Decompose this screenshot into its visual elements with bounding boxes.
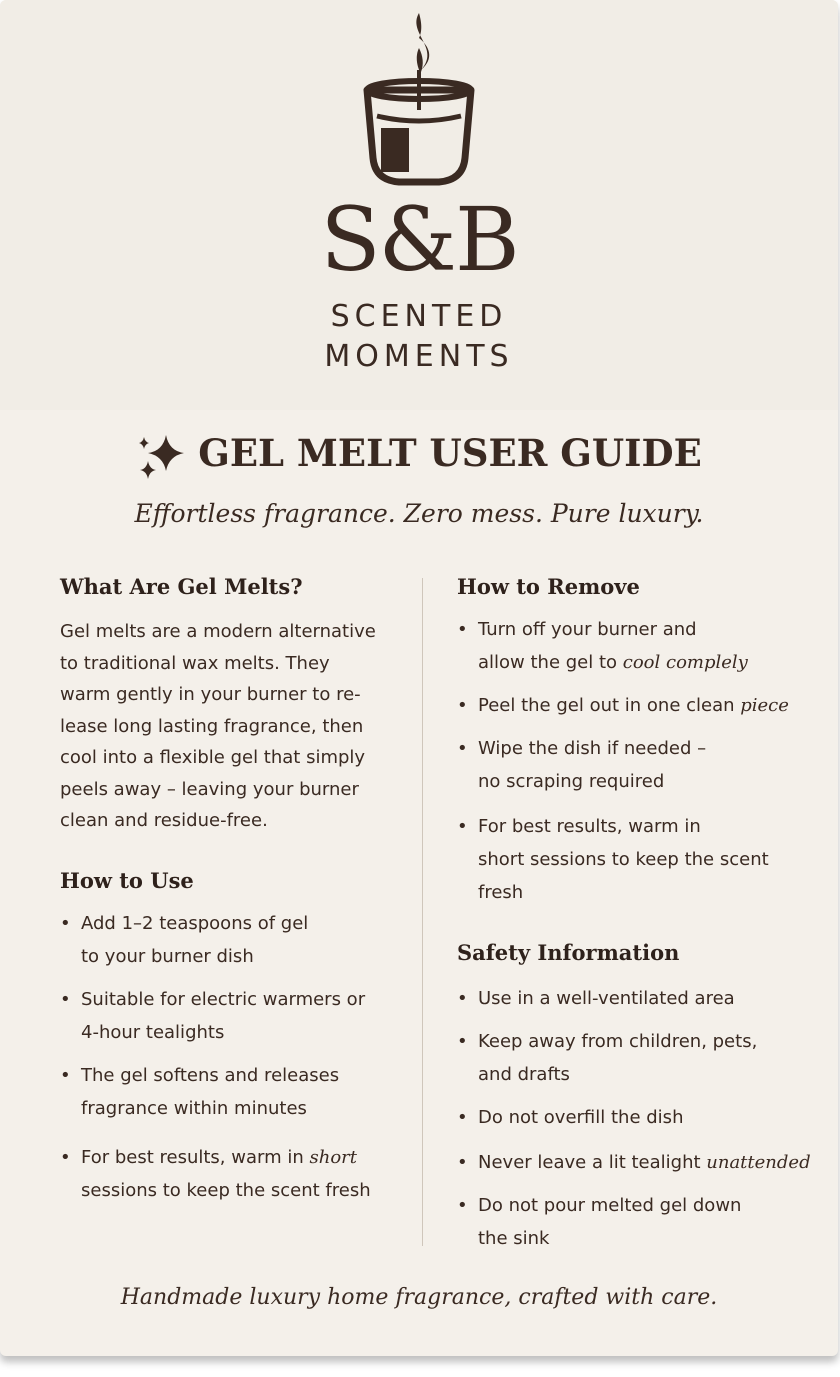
list-item-line: short sessions to keep the scent [478,849,769,870]
tagline: Effortless fragrance. Zero mess. Pure luxury. [134,499,704,528]
what-section [60,572,410,837]
safety-heading: Safety Information [457,940,680,965]
list-item-emphasis: short [309,1147,357,1168]
what-line: clean and residue-free. [60,810,268,831]
what-line: to traditional wax melts. They [60,652,330,674]
list-item-line: sessions to keep the scent fresh [81,1180,371,1201]
list-item [457,982,827,1015]
list-item-text: For best results, warm in [81,1147,310,1168]
list-item-line: • Do not overfill the dish [478,1107,684,1128]
what-line: lease long lasting fragrance, then [60,715,364,737]
list-item-line: to your burner dish [81,946,254,967]
brand-subtitle-line1: SCENTED [330,299,508,334]
list-item-line: fresh [478,882,524,903]
list-item-line: • Suitable for electric warmers or [81,989,366,1010]
list-item [60,1141,410,1207]
list-item-line: and drafts [478,1064,570,1085]
safety-section [457,938,827,1255]
column-divider [422,578,423,1246]
list-item [457,689,827,722]
use-list [60,907,410,1207]
list-item-line: • Add 1–2 teaspoons of gel [81,913,309,934]
use-heading: How to Use [60,868,194,893]
list-item [457,613,827,679]
list-item-line: • The gel softens and releases [81,1065,340,1086]
list-item-line [478,689,827,722]
list-item [457,1189,827,1255]
what-line: peels away – leaving your burner [60,778,359,800]
what-line: Gel melts are a modern alternative [60,621,376,642]
list-item-text: Never leave a lit tealight [478,1152,707,1173]
use-section [60,866,410,1207]
candle-icon [349,8,489,193]
list-item [457,1101,827,1134]
list-item [457,732,827,798]
list-item [60,983,410,1049]
guide-title [0,428,838,483]
remove-heading: How to Remove [457,574,640,599]
logo [0,8,838,193]
list-item-line: the sink [478,1228,550,1249]
list-item [457,1025,827,1091]
list-item-emphasis: cool complely [622,652,748,673]
list-item-line: no scraping required [478,771,665,792]
list-item [60,1059,410,1125]
list-item-line [81,1141,410,1174]
list-item-text: allow the gel to [478,652,623,673]
what-line: warm gently in your burner to re- [60,684,361,705]
list-item-line: • Do not pour melted gel down [478,1195,742,1216]
list-item-emphasis: piece [740,695,789,716]
list-item-line: fragrance within minutes [81,1098,307,1119]
what-line: cool into a flexible gel that simply [60,747,366,768]
footer-tagline: Handmade luxury home fragrance, crafted with care. [120,1285,718,1310]
what-paragraph [60,616,410,837]
sparkle-icon [136,431,188,483]
list-item [60,907,410,973]
guide-title-text: GEL MELT USER GUIDE [198,431,702,475]
list-item-line [478,1146,827,1179]
list-item-line: • For best results, warm in [478,816,701,837]
what-heading: What Are Gel Melts? [60,574,303,599]
remove-section [457,572,827,909]
list-item-emphasis: unattended [706,1152,811,1173]
list-item-line [478,646,827,679]
safety-list [457,982,827,1255]
list-item [457,1146,827,1179]
list-item-line: • Turn off your burner and [478,619,697,640]
list-item-line: • Keep away from children, pets, [478,1031,758,1052]
list-item-line: • Use in a well-ventilated area [478,988,735,1009]
list-item-line: 4-hour tealights [81,1022,225,1043]
remove-list [457,613,827,909]
brand-subtitle-line2: MOMENTS [324,339,514,374]
list-item [457,810,827,909]
list-item-line: • Wipe the dish if needed – [478,738,707,759]
list-item-text: Peel the gel out in one clean [478,695,741,716]
brand-name: S&B [320,188,518,291]
